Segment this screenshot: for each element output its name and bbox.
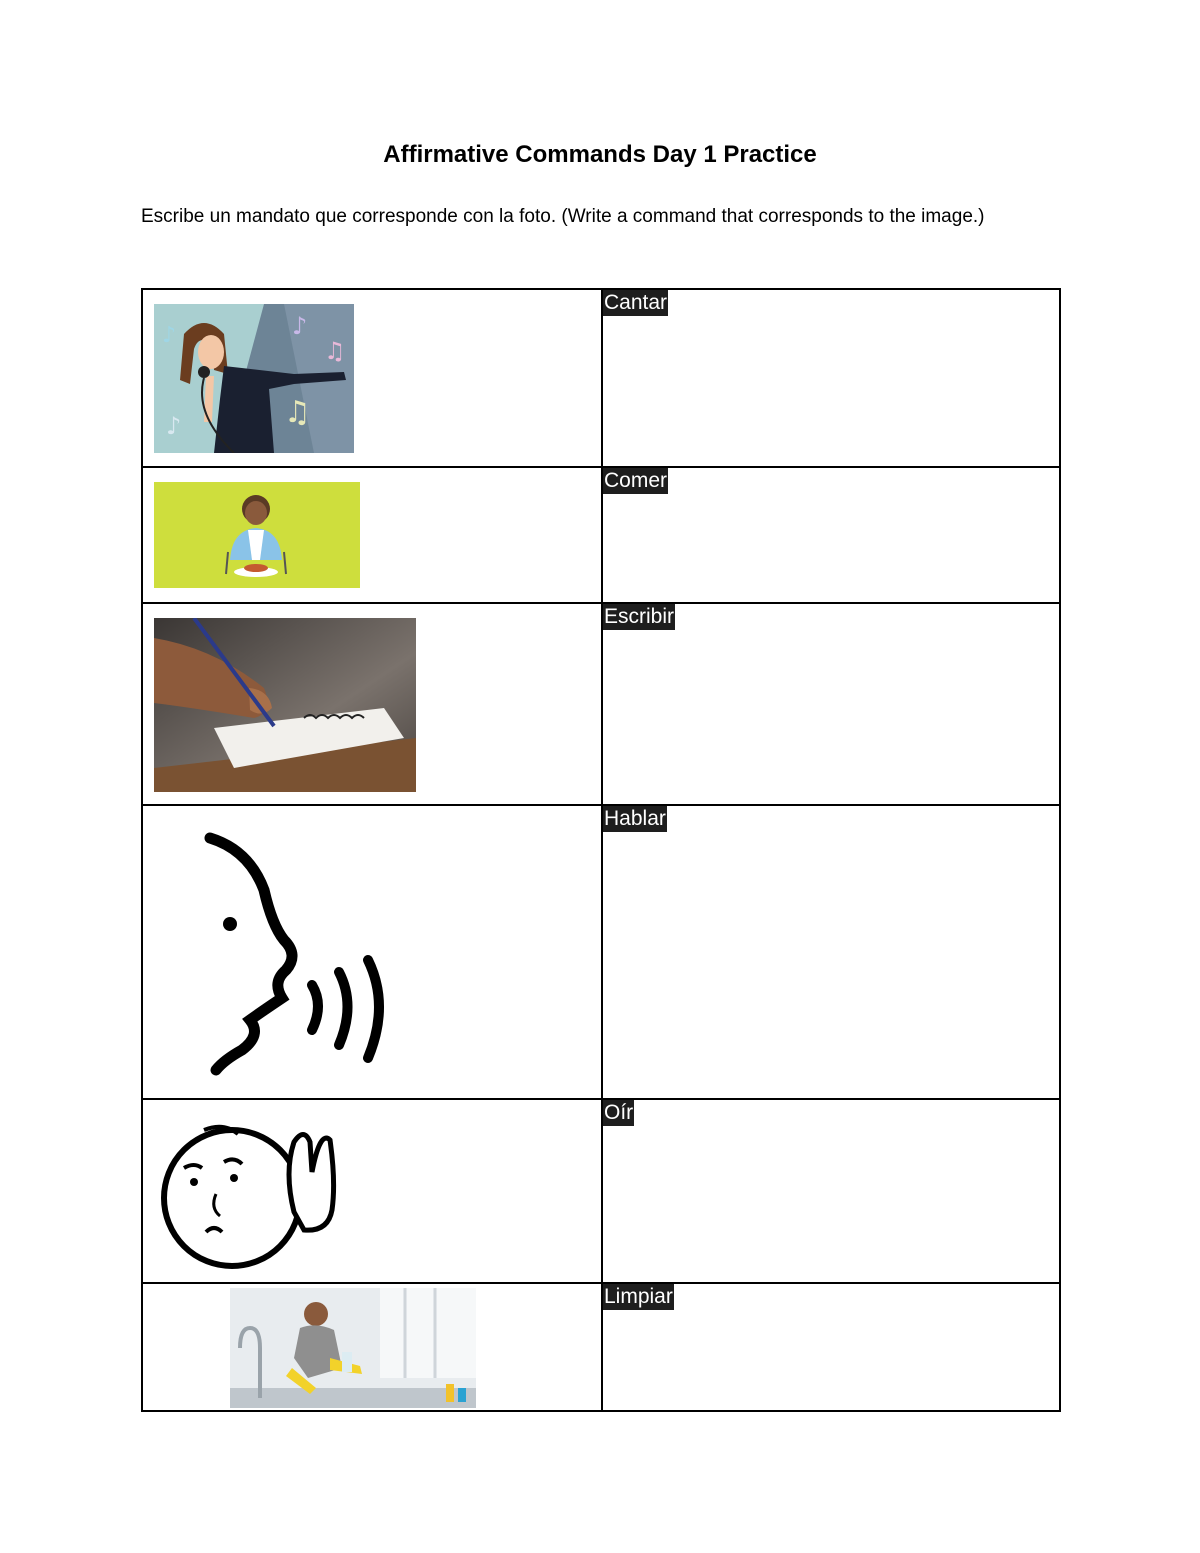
table-row xyxy=(142,603,1060,805)
table-row xyxy=(142,1099,1060,1283)
svg-text:♪: ♪ xyxy=(162,323,177,348)
answer-cell[interactable] xyxy=(602,289,1060,467)
verb-label: Oír xyxy=(604,1101,634,1124)
answer-cell[interactable] xyxy=(602,603,1060,805)
image-cell xyxy=(142,1099,602,1283)
answer-cell[interactable] xyxy=(602,1099,1060,1283)
verb-label: Comer xyxy=(604,469,668,492)
page-title: Affirmative Commands Day 1 Practice xyxy=(383,141,817,168)
speaking-face-icon xyxy=(154,820,416,1084)
verb-label: Cantar xyxy=(604,291,668,314)
image-cell xyxy=(142,805,602,1099)
image-cell xyxy=(142,289,602,467)
table-row xyxy=(142,1283,1060,1411)
svg-text:♪: ♪ xyxy=(166,412,182,440)
verb-label: Limpiar xyxy=(604,1285,673,1308)
image-cell xyxy=(142,1283,602,1411)
singer-illustration xyxy=(154,304,354,453)
svg-text:♫: ♫ xyxy=(284,395,311,430)
answer-cell[interactable] xyxy=(602,1283,1060,1411)
instructions: Escribe un mandato que corresponde con la foto. (Write a command that corresponds to the image.) xyxy=(141,206,985,227)
man-cleaning-photo xyxy=(230,1288,476,1408)
boy-eating-illustration xyxy=(154,482,360,588)
listening-face-icon xyxy=(154,1112,350,1274)
image-cell xyxy=(142,467,602,603)
svg-text:♪: ♪ xyxy=(292,312,308,340)
table-row xyxy=(142,805,1060,1099)
svg-text:♫: ♫ xyxy=(324,337,346,365)
verb-label: Escribir xyxy=(604,605,675,628)
answer-cell[interactable] xyxy=(602,467,1060,603)
answer-cell[interactable] xyxy=(602,805,1060,1099)
image-cell xyxy=(142,603,602,805)
table-row xyxy=(142,467,1060,603)
practice-table xyxy=(141,288,1061,1412)
hand-writing-photo xyxy=(154,618,416,792)
table-row xyxy=(142,289,1060,467)
verb-label: Hablar xyxy=(604,807,666,830)
